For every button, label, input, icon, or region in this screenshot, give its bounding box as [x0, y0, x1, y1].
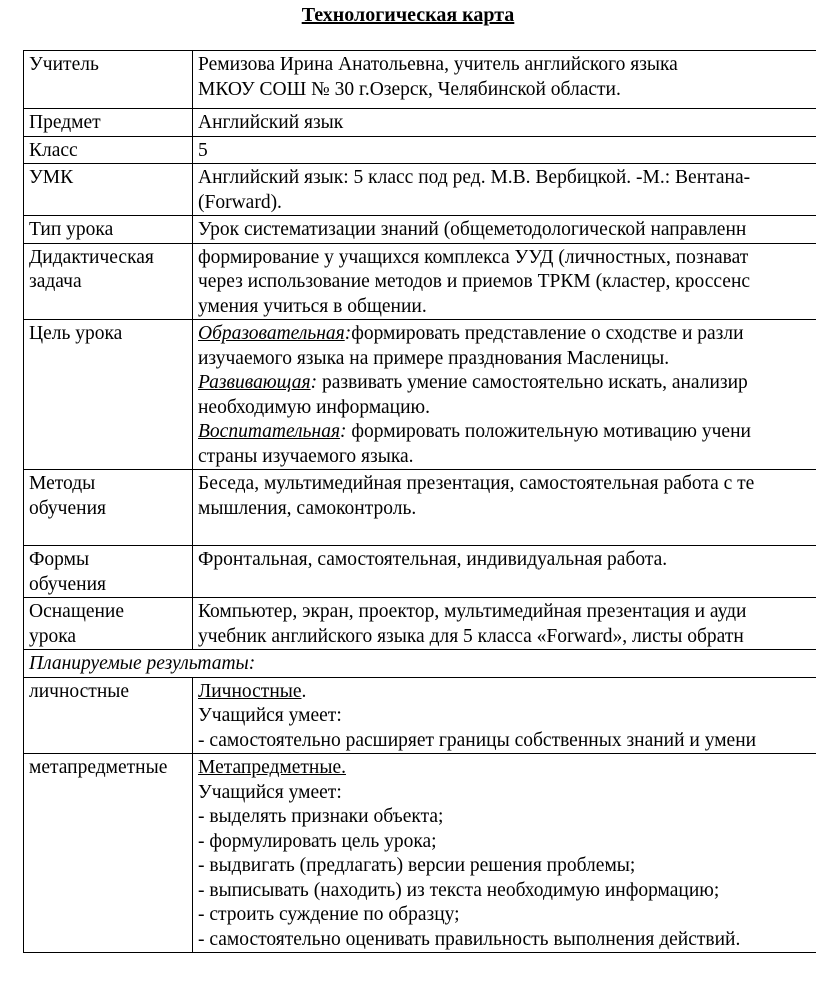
goal-educational [198, 322, 816, 347]
document-title: Технологическая карта [301, 4, 515, 26]
educational-text: формировать представление о сходстве и разли [351, 323, 744, 344]
table-row-personal [24, 677, 816, 754]
personal-line: Учащийся умеет: [198, 705, 342, 726]
meta-line: - формулировать цель урока; [198, 830, 437, 852]
meta-line: - выдвигать (предлагать) версии решения проблемы; [198, 855, 636, 876]
equipment-label-line: урока [29, 625, 77, 647]
equipment-label-line: Оснащение [29, 601, 125, 622]
personal-label: личностные [24, 677, 193, 754]
methods-line: мышления, самоконтроль. [198, 497, 417, 519]
forms-label [24, 546, 193, 598]
personal-value [193, 677, 816, 754]
goal-line: страны изучаемого языка. [198, 445, 414, 467]
grade-value: 5 [193, 136, 816, 164]
table-row-meta [24, 754, 816, 953]
equipment-line: учебник английского языка для 5 класса «Forward», листы обратн [198, 625, 744, 647]
upbringing-heading: Воспитательная [198, 421, 341, 442]
meta-line: - самостоятельно оценивать правильность выполнения действий. [198, 928, 741, 950]
didactic-line: через использование методов и приемов ТРКМ (кластер, кроссенс [198, 271, 751, 292]
lesson-type-label: Тип урока [24, 216, 193, 244]
lesson-type-value: Урок систематизации знаний (общеметодологической направленн [193, 216, 816, 244]
table-row-planned-results [24, 650, 816, 678]
forms-label-line: Формы [29, 549, 90, 570]
period: . [301, 680, 307, 702]
goal-developing [198, 371, 816, 396]
methods-label-line: обучения [29, 497, 106, 519]
table-row-grade [24, 136, 816, 164]
planned-results-heading: Планируемые результаты: [24, 650, 816, 678]
meta-line: - выделять признаки объекта; [198, 806, 444, 827]
teacher-line: МКОУ СОШ № 30 г.Озерск, Челябинской области. [198, 78, 621, 100]
goal-line: изучаемого языка на примере празднования Масленицы. [198, 347, 670, 369]
colon: : [344, 323, 352, 344]
developing-text: развивать умение самостоятельно искать, анализир [317, 372, 748, 393]
personal-line: - самостоятельно расширяет границы собственных знаний и умени [198, 729, 757, 751]
teacher-label: Учитель [24, 51, 193, 109]
umk-line: Английский язык: 5 класс под ред. М.В. Вербицкой. -М.: Вентана- [198, 167, 751, 188]
personal-heading-line [198, 680, 816, 705]
umk-label: УМК [24, 164, 193, 216]
goal-label: Цель урока [24, 320, 193, 470]
umk-line: (Forward). [198, 191, 282, 213]
goal-line: необходимую информацию. [198, 396, 430, 418]
forms-label-line: обучения [29, 573, 106, 595]
table-row-equipment [24, 598, 816, 650]
subject-value: Английский язык [193, 109, 816, 137]
table-row-methods [24, 470, 816, 546]
table-row-goal [24, 320, 816, 470]
teacher-line: Ремизова Ирина Анатольевна, учитель английского языка [198, 54, 678, 75]
methods-label [24, 470, 193, 546]
goal-value [193, 320, 816, 470]
upbringing-text: формировать положительную мотивацию учени [346, 421, 751, 442]
didactic-line: формирование у учащихся комплекса УУД (личностных, познават [198, 246, 749, 268]
equipment-value [193, 598, 816, 650]
didactic-label-line: задача [29, 271, 82, 292]
methods-value [193, 470, 816, 546]
umk-value [193, 164, 816, 216]
meta-line: Учащийся умеет: [198, 781, 342, 803]
meta-label: метапредметные [24, 754, 193, 953]
equipment-line: Компьютер, экран, проектор, мультимедийная презентация и ауди [198, 601, 747, 622]
meta-line: - строить суждение по образцу; [198, 904, 460, 925]
meta-line: - выписывать (находить) из текста необходимую информацию; [198, 879, 720, 901]
colon: : [340, 421, 347, 442]
methods-label-line: Методы [29, 473, 96, 494]
methods-line: Беседа, мультимедийная презентация, самостоятельная работа с те [198, 473, 755, 494]
didactic-value [193, 243, 816, 320]
grade-label: Класс [24, 136, 193, 164]
lesson-plan-table [23, 50, 816, 953]
meta-heading: Метапредметные. [198, 757, 346, 778]
table-row-umk [24, 164, 816, 216]
goal-upbringing [198, 420, 816, 445]
subject-label: Предмет [24, 109, 193, 137]
didactic-line: умения учиться в общении. [198, 295, 427, 317]
meta-value [193, 754, 816, 953]
table-row-teacher [24, 51, 816, 109]
personal-heading: Личностные [198, 680, 302, 702]
table-row-didactic [24, 243, 816, 320]
developing-heading: Развивающая [198, 372, 311, 393]
table-row-forms [24, 546, 816, 598]
didactic-label-line: Дидактическая [29, 246, 154, 268]
colon: : [310, 372, 318, 393]
didactic-label [24, 243, 193, 320]
educational-heading: Образовательная [198, 323, 345, 344]
equipment-label [24, 598, 193, 650]
teacher-value [193, 51, 816, 109]
table-row-lesson-type [24, 216, 816, 244]
forms-value: Фронтальная, самостоятельная, индивидуальная работа. [193, 546, 816, 598]
table-row-subject [24, 109, 816, 137]
